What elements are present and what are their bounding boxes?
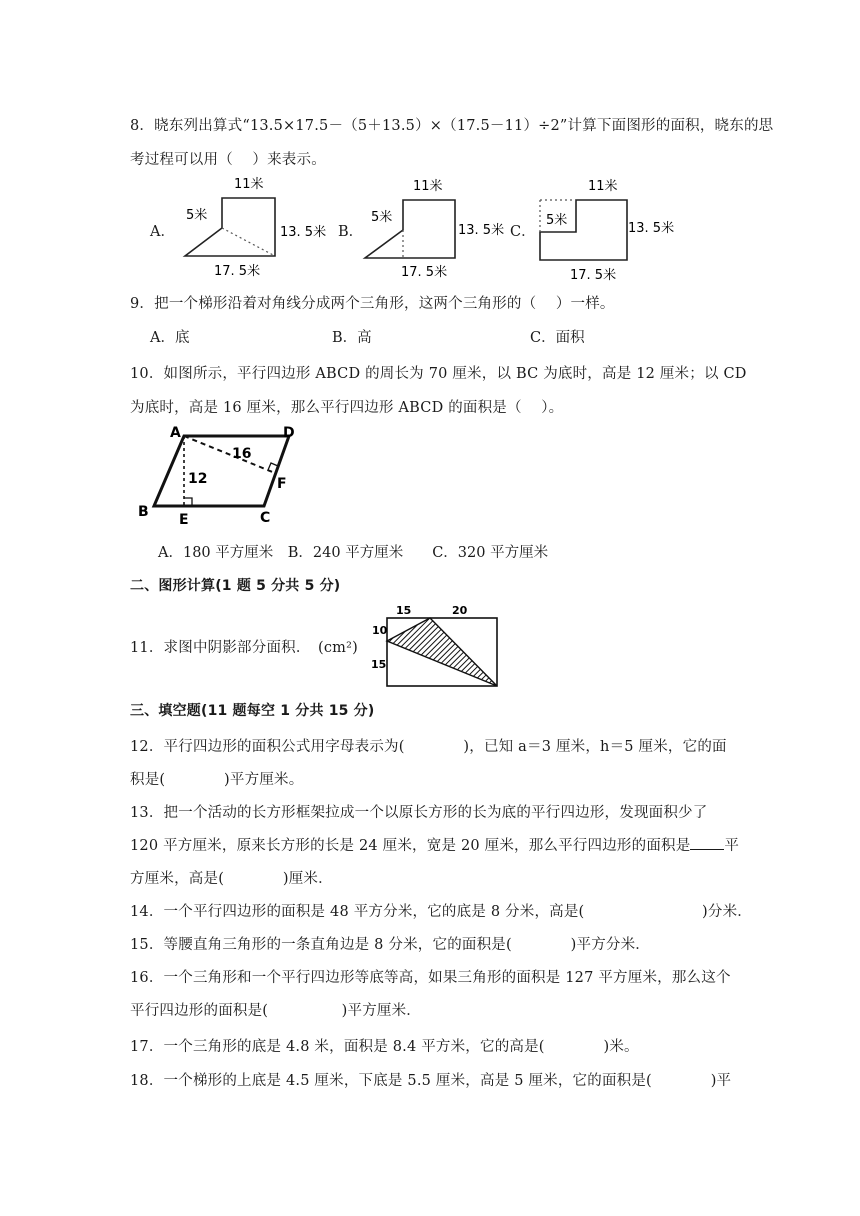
q8-option-a-letter: A． xyxy=(150,224,175,240)
q8-figure-b xyxy=(355,172,515,284)
q8-line-1: 8．晓东列出算式“13.5×17.5－（5＋13.5）×（17.5－11）÷2”计算下面图形的面积，晓东的思 xyxy=(130,118,774,134)
q10-label-b: B xyxy=(138,504,149,520)
q8-a-bottom-label: 17. 5米 xyxy=(214,264,261,279)
q11-text: 11．求图中阴影部分面积． (cm²) xyxy=(130,640,358,656)
q11-label-20-top: 20 xyxy=(452,604,468,617)
q15-line: 15．等腰直角三角形的一条直角边是 8 分米，它的面积是( )平方分米． xyxy=(130,937,651,953)
q11-shaded-figure xyxy=(366,602,506,694)
q11-label-10-left: 10 xyxy=(372,624,388,637)
q17-line: 17．一个三角形的底是 4.8 米，面积是 8.4 平方米，它的高是( )米。 xyxy=(130,1039,639,1055)
q11-label-15-top: 15 xyxy=(396,604,412,617)
q10-parallelogram-figure xyxy=(134,418,314,530)
q9-option-c: C．面积 xyxy=(530,330,585,346)
q9-option-a: A．底 xyxy=(150,330,190,346)
q14-line: 14．一个平行四边形的面积是 48 平方分米，它的底是 8 分米，高是( )分米． xyxy=(130,904,752,920)
q10-label-f: F xyxy=(277,476,287,492)
q9-option-b: B．高 xyxy=(332,330,372,346)
q8-option-c-letter: C． xyxy=(510,224,536,240)
q13-line-2-end: 平 xyxy=(724,838,740,854)
q8-c-right-label: 13. 5米 xyxy=(628,221,675,236)
q11-label-15-left: 15 xyxy=(371,658,387,671)
section-2-title: 二、图形计算(1 题 5 分共 5 分) xyxy=(130,578,341,594)
q16-line-1: 16．一个三角形和一个平行四边形等底等高，如果三角形的面积是 127 平方厘米，那么这个 xyxy=(130,970,731,986)
q10-options: A．180 平方厘米 B．240 平方厘米 C．320 平方厘米 xyxy=(158,545,549,561)
q8-b-bottom-label: 17. 5米 xyxy=(401,265,448,280)
q8-b-shape xyxy=(365,200,455,258)
q10-label-d: D xyxy=(283,425,295,441)
q10-height-af xyxy=(184,436,275,473)
q10-label-c: C xyxy=(260,510,271,526)
q8-a-left-label: 5米 xyxy=(186,208,208,223)
q8-c-top-label: 11米 xyxy=(588,179,618,194)
q8-b-top-label: 11米 xyxy=(413,179,443,194)
q8-option-b-letter: B． xyxy=(338,224,364,240)
q13-answer-blank[interactable] xyxy=(690,837,724,850)
q13-line-2-text: 120 平方厘米，原来长方形的长是 24 厘米，宽是 20 厘米，那么平行四边形的面积是 xyxy=(130,838,691,854)
q8-b-left-label: 5米 xyxy=(371,210,393,225)
q8-a-dotted-line xyxy=(222,228,275,256)
q12-line-2: 积是( )平方厘米。 xyxy=(130,772,304,788)
q8-b-right-label: 13. 5米 xyxy=(458,223,505,238)
q8-figure-a xyxy=(180,170,340,282)
q8-c-bottom-label: 17. 5米 xyxy=(570,268,617,283)
q11-shaded-triangle xyxy=(387,618,497,686)
q10-label-a: A xyxy=(170,425,181,441)
q8-a-right-label: 13. 5米 xyxy=(280,225,327,240)
q12-line-1: 12．平行四边形的面积公式用字母表示为( )，已知 a＝3 厘米，h＝5 厘米，它的面 xyxy=(130,739,727,755)
q10-line-1: 10．如图所示，平行四边形 ABCD 的周长为 70 厘米，以 BC 为底时，高是 12 厘米；以 CD xyxy=(130,366,747,382)
q9-line-1: 9．把一个梯形沿着对角线分成两个三角形，这两个三角形的（ ）一样。 xyxy=(130,296,615,312)
q10-label-16: 16 xyxy=(232,446,252,462)
q8-a-shape xyxy=(185,198,275,256)
q13-line-1: 13．把一个活动的长方形框架拉成一个以原长方形的长为底的平行四边形，发现面积少了 xyxy=(130,805,708,821)
section-3-title: 三、填空题(11 题每空 1 分共 15 分) xyxy=(130,703,375,719)
q8-a-top-label: 11米 xyxy=(234,177,264,192)
q8-c-left-label: 5米 xyxy=(546,213,568,228)
q13-line-3: 方厘米，高是( )厘米． xyxy=(130,871,333,887)
q8-figure-c xyxy=(530,172,690,284)
q8-c-shape xyxy=(540,200,627,260)
q16-line-2: 平行四边形的面积是( )平方厘米． xyxy=(130,1003,422,1019)
q10-label-e: E xyxy=(179,512,189,528)
q10-label-12: 12 xyxy=(188,471,208,487)
q8-line-2: 考过程可以用（ ）来表示。 xyxy=(130,152,326,168)
q18-line: 18．一个梯形的上底是 4.5 厘米，下底是 5.5 厘米，高是 5 厘米，它的面积是( )平 xyxy=(130,1073,732,1089)
q13-line-2 xyxy=(130,834,739,855)
q10-line-2: 为底时，高是 16 厘米，那么平行四边形 ABCD 的面积是（ ）。 xyxy=(130,400,564,416)
